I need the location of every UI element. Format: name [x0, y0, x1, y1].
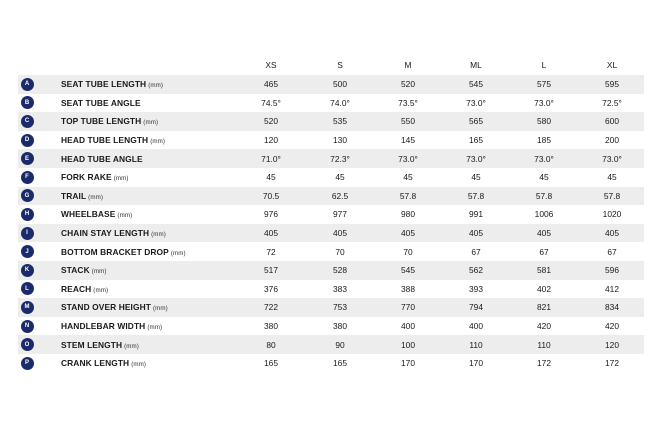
table-cell: 722: [264, 302, 278, 313]
row-label-text: TOP TUBE LENGTH: [61, 116, 142, 127]
table-cell: 581: [537, 265, 551, 276]
table-cell: 70.5: [262, 190, 280, 201]
table-cell: 565: [469, 116, 483, 127]
table-cell: 165: [469, 135, 483, 146]
row-letter-badge: K: [21, 264, 34, 277]
row-letter-badge: H: [21, 208, 34, 221]
table-body: [18, 75, 644, 373]
table-cell: 67: [539, 246, 549, 257]
geometry-table: [18, 56, 644, 373]
row-unit: (mm): [170, 249, 186, 257]
row-label: [36, 321, 236, 331]
size-header-ml: ML: [470, 60, 482, 70]
row-letter-badge: L: [21, 282, 34, 295]
row-label-text: REACH: [61, 283, 92, 294]
table-cell: 405: [401, 228, 415, 239]
table-cell: 977: [333, 209, 347, 220]
row-label-text: BOTTOM BRACKET DROP: [61, 246, 169, 257]
table-row: [18, 317, 644, 336]
table-cell: 405: [264, 228, 278, 239]
table-cell: 145: [401, 135, 415, 146]
row-letter-badge: I: [21, 227, 34, 240]
table-cell: 980: [401, 209, 415, 220]
table-cell: 57.8: [399, 190, 417, 201]
table-cell: 100: [401, 339, 415, 350]
row-label: [36, 79, 236, 89]
table-cell: 562: [469, 265, 483, 276]
row-label: [36, 209, 236, 219]
table-cell: 72.3°: [330, 153, 350, 164]
table-cell: 596: [605, 265, 619, 276]
row-label-text: WHEELBASE: [61, 209, 116, 220]
table-cell: 545: [469, 79, 483, 90]
row-label-text: STAND OVER HEIGHT: [61, 302, 151, 313]
table-row: [18, 242, 644, 261]
table-row: [18, 75, 644, 94]
table-cell: 465: [264, 79, 278, 90]
table-cell: 402: [537, 283, 551, 294]
table-cell: 376: [264, 283, 278, 294]
table-cell: 165: [264, 358, 278, 369]
table-cell: 45: [335, 172, 345, 183]
table-cell: 67: [607, 246, 617, 257]
table-row: [18, 335, 644, 354]
row-unit: (mm): [93, 286, 109, 294]
table-cell: 595: [605, 79, 619, 90]
table-cell: 45: [266, 172, 276, 183]
row-label-text: STACK: [61, 265, 90, 276]
row-unit: (mm): [152, 305, 168, 313]
table-cell: 74.0°: [330, 97, 350, 108]
row-label: [36, 191, 236, 201]
table-cell: 70: [403, 246, 413, 257]
table-cell: 110: [537, 339, 551, 350]
table-cell: 405: [333, 228, 347, 239]
table-row: [18, 94, 644, 113]
table-cell: 130: [333, 135, 347, 146]
row-unit: (mm): [151, 231, 166, 239]
table-cell: 45: [471, 172, 481, 183]
table-cell: 388: [401, 283, 415, 294]
size-header-l: L: [541, 60, 547, 70]
table-cell: 73.0°: [466, 97, 486, 108]
table-cell: 170: [469, 358, 483, 369]
table-cell: 405: [605, 228, 619, 239]
row-unit: (mm): [91, 268, 107, 276]
table-cell: 991: [469, 209, 483, 220]
table-cell: 600: [605, 116, 619, 127]
table-cell: 1006: [534, 209, 554, 220]
row-label-text: TRAIL: [61, 190, 87, 201]
table-cell: 380: [333, 321, 347, 332]
row-label: [36, 98, 236, 108]
size-header-s: S: [337, 60, 343, 70]
table-cell: 73.5°: [398, 97, 418, 108]
table-cell: 580: [537, 116, 551, 127]
table-cell: 45: [539, 172, 549, 183]
table-cell: 45: [403, 172, 413, 183]
row-label-text: HEAD TUBE LENGTH: [61, 135, 149, 146]
table-row: [18, 131, 644, 150]
table-cell: 120: [605, 339, 619, 350]
table-cell: 172: [605, 358, 619, 369]
table-cell: 57.8: [467, 190, 485, 201]
row-unit: (mm): [148, 82, 164, 90]
row-unit: (mm): [150, 138, 166, 146]
table-cell: 70: [335, 246, 345, 257]
table-cell: 73.0°: [534, 153, 554, 164]
table-row: [18, 298, 644, 317]
table-cell: 393: [469, 283, 483, 294]
row-letter-badge: C: [21, 115, 34, 128]
table-cell: 62.5: [331, 190, 349, 201]
table-row: [18, 205, 644, 224]
table-cell: 165: [333, 358, 347, 369]
table-cell: 72.5°: [602, 97, 622, 108]
table-cell: 770: [401, 302, 415, 313]
row-letter-badge: G: [21, 189, 34, 202]
table-cell: 400: [469, 321, 483, 332]
table-cell: 794: [469, 302, 483, 313]
table-row: [18, 261, 644, 280]
table-cell: 545: [401, 265, 415, 276]
row-label-text: STEM LENGTH: [61, 339, 123, 350]
table-cell: 412: [605, 283, 619, 294]
row-label: [36, 247, 236, 257]
row-label: [36, 340, 236, 350]
table-cell: 57.8: [535, 190, 553, 201]
table-header-row: [18, 56, 644, 74]
table-cell: 45: [607, 172, 617, 183]
table-row: [18, 354, 644, 373]
table-cell: 73.0°: [466, 153, 486, 164]
row-unit: (mm): [124, 342, 139, 350]
row-unit: (mm): [131, 361, 147, 369]
table-cell: 517: [264, 265, 278, 276]
row-label: [36, 116, 236, 126]
table-cell: 400: [401, 321, 415, 332]
table-cell: 550: [401, 116, 415, 127]
table-cell: 73.0°: [602, 153, 622, 164]
row-letter-badge: D: [21, 134, 34, 147]
row-letter-badge: P: [21, 357, 34, 370]
row-unit: (mm): [143, 119, 159, 127]
row-label-text: CRANK LENGTH: [61, 358, 130, 369]
table-cell: 420: [537, 321, 551, 332]
table-cell: 405: [469, 228, 483, 239]
size-header-m: M: [404, 60, 412, 70]
size-header-xs: XS: [265, 60, 277, 70]
row-label: [36, 228, 236, 238]
table-cell: 185: [537, 135, 551, 146]
table-cell: 405: [537, 228, 551, 239]
row-unit: (mm): [113, 175, 129, 183]
row-label-text: CHAIN STAY LENGTH: [61, 228, 150, 239]
row-label: [36, 302, 236, 312]
table-cell: 528: [333, 265, 347, 276]
table-cell: 380: [264, 321, 278, 332]
table-cell: 172: [537, 358, 551, 369]
table-cell: 500: [333, 79, 347, 90]
row-unit: (mm): [147, 324, 163, 332]
table-row: [18, 168, 644, 187]
table-cell: 67: [471, 246, 481, 257]
row-label: [36, 284, 236, 294]
table-cell: 753: [333, 302, 347, 313]
table-cell: 120: [264, 135, 278, 146]
table-row: [18, 224, 644, 243]
table-cell: 383: [333, 283, 347, 294]
table-cell: 90: [335, 339, 345, 350]
table-cell: 80: [266, 339, 276, 350]
table-row: [18, 112, 644, 131]
table-row: [18, 149, 644, 168]
table-cell: 57.8: [603, 190, 621, 201]
table-cell: 1020: [602, 209, 622, 220]
row-label: [36, 358, 236, 368]
table-cell: 535: [333, 116, 347, 127]
table-cell: 72: [266, 246, 276, 257]
row-label-text: HANDLEBAR WIDTH: [61, 321, 146, 332]
row-unit: (mm): [88, 193, 103, 201]
row-letter-badge: N: [21, 320, 34, 333]
row-label-text: SEAT TUBE LENGTH: [61, 79, 147, 90]
row-label-text: HEAD TUBE ANGLE: [61, 153, 143, 164]
row-letter-badge: E: [21, 152, 34, 165]
table-cell: 71.0°: [261, 153, 281, 164]
table-cell: 73.0°: [398, 153, 418, 164]
row-label: [36, 154, 236, 164]
row-label-text: SEAT TUBE ANGLE: [61, 97, 141, 108]
row-label: [36, 265, 236, 275]
row-letter-badge: J: [21, 245, 34, 258]
row-letter-badge: B: [21, 96, 34, 109]
table-cell: 73.0°: [534, 97, 554, 108]
table-cell: 420: [605, 321, 619, 332]
row-letter-badge: A: [21, 78, 34, 91]
row-letter-badge: F: [21, 171, 34, 184]
table-cell: 110: [469, 339, 483, 350]
table-cell: 200: [605, 135, 619, 146]
table-row: [18, 187, 644, 206]
table-cell: 170: [401, 358, 415, 369]
table-cell: 821: [537, 302, 551, 313]
row-letter-badge: M: [21, 301, 34, 314]
table-cell: 976: [264, 209, 278, 220]
row-label-text: FORK RAKE: [61, 172, 112, 183]
table-cell: 575: [537, 79, 551, 90]
table-cell: 74.5°: [261, 97, 281, 108]
row-unit: (mm): [117, 212, 133, 220]
table-cell: 520: [264, 116, 278, 127]
table-cell: 834: [605, 302, 619, 313]
table-row: [18, 280, 644, 299]
row-letter-badge: O: [21, 338, 34, 351]
table-cell: 520: [401, 79, 415, 90]
row-label: [36, 135, 236, 145]
row-label: [36, 172, 236, 182]
size-header-xl: XL: [606, 60, 618, 70]
